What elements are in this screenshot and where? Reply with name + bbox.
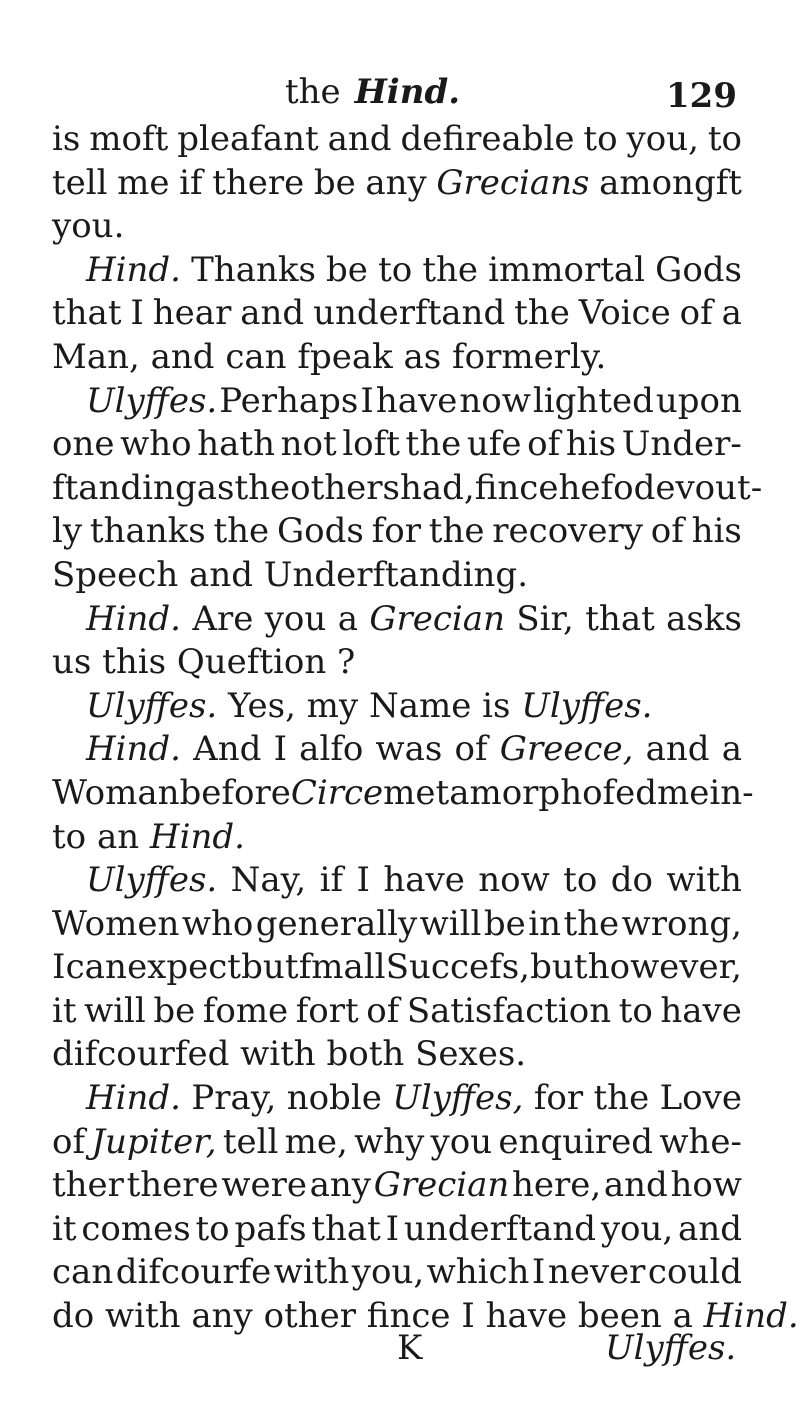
word: hear — [152, 293, 232, 334]
word: Nay, — [230, 860, 307, 901]
word: I — [531, 1252, 546, 1293]
text-line — [52, 1121, 742, 1165]
running-title-name: Hind. — [354, 72, 461, 112]
word: that — [585, 598, 655, 639]
word: I — [52, 947, 66, 988]
word: me, — [284, 1121, 348, 1162]
text-line — [52, 946, 742, 990]
word: have — [660, 990, 742, 1031]
word: fome — [202, 990, 289, 1031]
word: however, — [587, 947, 742, 988]
word: the — [405, 424, 462, 465]
word: Jupiter, — [91, 1121, 217, 1162]
word: I — [273, 729, 287, 770]
word: comes — [81, 1208, 191, 1249]
word: Satisfaction — [406, 990, 612, 1031]
word: ther — [52, 1165, 124, 1206]
word: he — [558, 467, 601, 508]
word: never — [547, 1252, 646, 1293]
word: if — [319, 860, 344, 901]
text-segment: Speech and Underftanding. — [52, 554, 528, 595]
word: if — [179, 162, 203, 203]
word: his — [691, 511, 742, 552]
word: ftanding — [52, 467, 197, 508]
word: lighted — [532, 380, 654, 421]
word: the — [234, 467, 291, 508]
word: in- — [709, 772, 754, 813]
word: not — [280, 424, 337, 465]
word: Succefs, — [385, 947, 530, 988]
word: any — [309, 1165, 372, 1206]
word: fort — [295, 990, 359, 1031]
word: now — [459, 380, 531, 421]
text-line — [52, 728, 742, 772]
word: his — [565, 424, 617, 465]
word: the — [593, 1078, 650, 1119]
text-line — [52, 1077, 742, 1121]
text-line — [52, 1033, 742, 1077]
text-line — [52, 118, 742, 162]
word: Perhaps — [219, 380, 359, 421]
word: the — [213, 511, 270, 552]
word: fmall — [298, 947, 386, 988]
word: with — [666, 860, 742, 901]
word: now — [478, 860, 550, 901]
word: be — [326, 249, 368, 290]
word: tell — [52, 162, 108, 203]
word: be — [153, 990, 196, 1031]
word: pleafant — [177, 119, 319, 159]
word: of — [527, 424, 561, 465]
word: tell — [222, 1121, 279, 1162]
word: of — [366, 990, 400, 1031]
word: but — [530, 947, 588, 988]
word: had, — [399, 467, 475, 508]
word: you — [264, 598, 327, 639]
word: I — [130, 293, 144, 334]
word: ufe — [466, 424, 522, 465]
word: others — [290, 467, 400, 508]
word: can — [52, 1252, 114, 1293]
word: Gods — [655, 249, 742, 290]
word: thanks — [89, 511, 206, 552]
word: amongft — [599, 162, 742, 203]
text-line — [52, 685, 742, 729]
word: a — [721, 729, 742, 770]
text-line — [52, 816, 742, 860]
word: that — [52, 293, 122, 334]
running-head — [285, 72, 460, 112]
word: you — [430, 1121, 493, 1162]
word: a — [721, 293, 742, 334]
word: there — [212, 162, 305, 203]
word: Women — [52, 903, 180, 944]
word: and — [327, 119, 392, 159]
word: Hind. — [86, 1078, 181, 1119]
word: metamorphofed — [383, 772, 658, 813]
text-line — [52, 903, 742, 947]
text-segment: do with any other fince I have been a — [52, 1296, 704, 1337]
word: Greece, — [499, 729, 634, 770]
word: for — [371, 511, 421, 552]
word: upon — [655, 380, 742, 421]
word: could — [647, 1252, 742, 1293]
word: wrong, — [621, 903, 742, 944]
word: as — [196, 467, 235, 508]
word: I — [356, 860, 370, 901]
word: who — [120, 424, 192, 465]
text-line — [52, 336, 742, 380]
text-line — [52, 510, 742, 554]
text-line — [52, 990, 742, 1034]
word: me — [117, 162, 170, 203]
word: can — [65, 947, 127, 988]
word: will — [419, 903, 482, 944]
word: Gods — [277, 511, 364, 552]
running-title-word: the — [285, 72, 341, 112]
word: was — [375, 729, 443, 770]
word: be — [313, 162, 356, 203]
word: generally — [255, 903, 418, 944]
word: were — [221, 1165, 307, 1206]
word: I — [360, 380, 374, 421]
word: fince — [474, 467, 559, 508]
text-segment: difcourfed with both Sexes. — [52, 1034, 527, 1075]
word: you, — [600, 1208, 674, 1249]
word: you, — [626, 119, 699, 159]
word: Grecian — [369, 598, 505, 639]
word: asks — [666, 598, 742, 639]
word: that — [311, 1208, 381, 1249]
text-segment: Man, and can fpeak as formerly. — [52, 336, 607, 377]
word: immortal — [488, 249, 646, 290]
word: with — [273, 1252, 350, 1293]
word: Pray, — [191, 1078, 277, 1119]
word: of — [650, 511, 684, 552]
signature-mark: K — [397, 1328, 423, 1368]
word: and — [603, 1165, 668, 1206]
word: of — [679, 293, 713, 334]
text-segment: Yes, my Name is — [217, 685, 522, 726]
italic-text: Hind. — [703, 1296, 799, 1337]
italic-text: Ulyffes. — [86, 685, 218, 726]
word: of — [52, 1121, 86, 1162]
word: hath — [197, 424, 275, 465]
text-segment: you. — [52, 206, 125, 247]
word: fo — [600, 467, 634, 508]
text-line — [52, 249, 742, 293]
text-line — [52, 423, 742, 467]
word: Woman — [52, 772, 180, 813]
body-text — [52, 118, 799, 1339]
word: and — [678, 1208, 742, 1249]
word: before — [179, 772, 291, 813]
text-line — [52, 554, 742, 598]
text-line — [52, 205, 742, 249]
word: Thanks — [191, 249, 316, 290]
word: And — [193, 729, 262, 770]
word: Sir, — [516, 598, 574, 639]
word: which — [426, 1252, 530, 1293]
word: recovery — [492, 511, 643, 552]
text-line — [52, 859, 742, 903]
word: the — [428, 511, 485, 552]
page-number: 129 — [666, 76, 737, 116]
italic-text: Hind. — [149, 816, 245, 857]
word: is — [52, 119, 81, 159]
word: be — [483, 903, 526, 944]
text-line — [52, 1164, 742, 1208]
word: Hind. — [86, 598, 181, 639]
word: to — [583, 119, 618, 159]
text-line — [52, 467, 763, 511]
text-line — [52, 1251, 742, 1295]
word: have — [375, 380, 458, 421]
word: have — [383, 860, 465, 901]
word: you, — [351, 1252, 425, 1293]
word: pafs — [234, 1208, 307, 1249]
catchword: Ulyffes. — [605, 1328, 737, 1368]
word: any — [365, 162, 427, 203]
word: me — [657, 772, 710, 813]
word: one — [52, 424, 115, 465]
text-line — [52, 380, 742, 424]
word: it — [52, 1208, 77, 1249]
word: loft — [342, 424, 400, 465]
text-line — [52, 772, 754, 816]
word: noble — [286, 1078, 382, 1119]
word: Hind. — [86, 249, 181, 290]
word: underftand — [403, 1208, 597, 1249]
word: it — [52, 990, 77, 1031]
word: the — [563, 903, 620, 944]
text-line — [52, 292, 742, 336]
word: to — [563, 860, 598, 901]
word: expect — [127, 947, 241, 988]
word: underftand — [313, 293, 506, 334]
word: devout- — [633, 467, 763, 508]
text-line — [52, 641, 742, 685]
word: moft — [89, 119, 169, 159]
word: there — [126, 1165, 219, 1206]
word: enquired — [498, 1121, 654, 1162]
word: Are — [192, 598, 254, 639]
word: difcourfe — [115, 1252, 272, 1293]
word: Under- — [621, 424, 742, 465]
word: Ulyffes. — [86, 380, 218, 421]
word: here, — [511, 1165, 602, 1206]
word: and — [240, 293, 305, 334]
word: Hind. — [86, 729, 181, 770]
word: who — [181, 903, 254, 944]
word: alfo — [299, 729, 364, 770]
word: Ulyffes. — [86, 860, 218, 901]
word: and — [645, 729, 710, 770]
word: do — [610, 860, 653, 901]
word: how — [670, 1165, 742, 1206]
text-line — [52, 162, 742, 206]
text-line — [52, 1208, 742, 1252]
word: why — [354, 1121, 425, 1162]
word: whe- — [659, 1121, 742, 1162]
word: the — [514, 293, 570, 334]
word: to — [195, 1208, 230, 1249]
word: in — [528, 903, 561, 944]
text-segment: to an — [52, 816, 150, 857]
word: of — [454, 729, 488, 770]
word: Voice — [578, 293, 671, 334]
word: to — [618, 990, 653, 1031]
word: Circe — [290, 772, 384, 813]
word: Love — [659, 1078, 742, 1119]
word: will — [84, 990, 146, 1031]
word: Ulyffes, — [392, 1078, 524, 1119]
word: the — [422, 249, 479, 290]
italic-text: Ulyffes. — [521, 685, 653, 726]
word: defireable — [400, 119, 575, 159]
word: but — [241, 947, 299, 988]
text-line — [52, 598, 742, 642]
word: Grecians — [436, 162, 590, 203]
word: I — [385, 1208, 400, 1249]
word: ly — [52, 511, 83, 552]
text-segment: us this Queftion ? — [52, 642, 356, 683]
word: to — [707, 119, 742, 159]
word: to — [378, 249, 413, 290]
word: a — [337, 598, 358, 639]
word: for — [533, 1078, 584, 1119]
word: Grecian — [373, 1165, 510, 1206]
